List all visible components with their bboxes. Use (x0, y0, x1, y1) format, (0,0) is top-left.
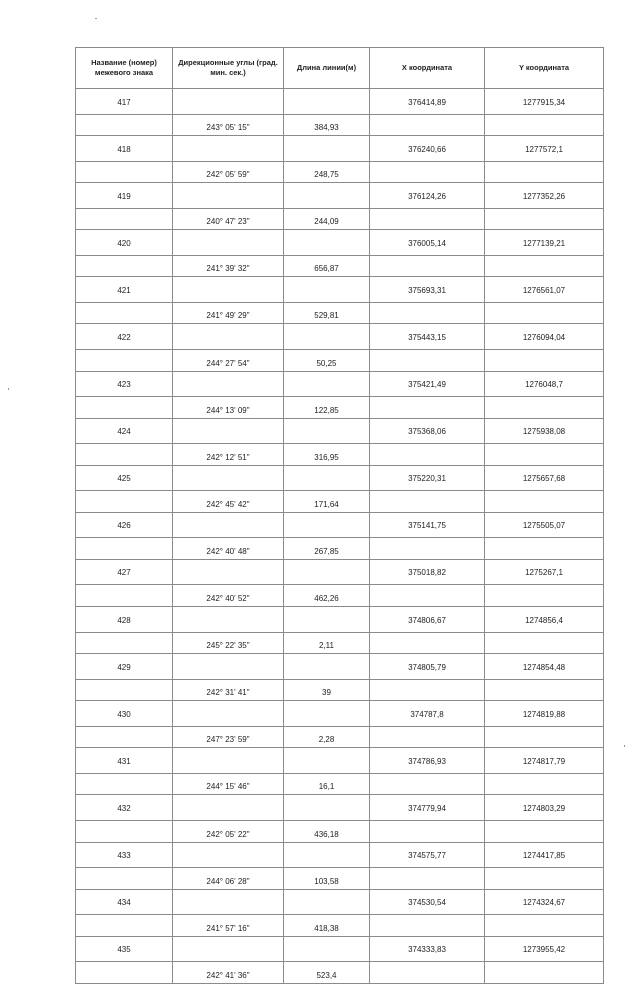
point-row (76, 324, 604, 350)
boundary-coordinates-table (75, 47, 604, 984)
scan-speck (624, 745, 625, 747)
point-name-cell: 421 (76, 277, 173, 303)
line-row (76, 820, 604, 842)
y-coordinate-cell: 1276561,07 (485, 277, 604, 303)
angle-cell (173, 842, 284, 868)
angle-cell: 242° 40' 52" (173, 585, 284, 607)
point-name-cell (76, 585, 173, 607)
line-row (76, 679, 604, 701)
x-coordinate-cell (370, 585, 485, 607)
y-coordinate-cell: 1274324,67 (485, 889, 604, 915)
length-cell (284, 654, 370, 680)
y-coordinate-cell: 1275267,1 (485, 559, 604, 585)
header-x-coordinate: X координата (370, 48, 485, 89)
length-cell (284, 230, 370, 256)
angle-cell (173, 936, 284, 962)
point-name-cell (76, 773, 173, 795)
y-coordinate-cell (485, 679, 604, 701)
y-coordinate-cell (485, 868, 604, 890)
x-coordinate-cell (370, 350, 485, 372)
x-coordinate-cell (370, 868, 485, 890)
y-coordinate-cell: 1277352,26 (485, 183, 604, 209)
angle-cell: 244° 27' 54" (173, 350, 284, 372)
point-name-cell (76, 491, 173, 513)
x-coordinate-cell: 376005,14 (370, 230, 485, 256)
x-coordinate-cell (370, 679, 485, 701)
angle-cell (173, 559, 284, 585)
length-cell: 316,95 (284, 444, 370, 466)
angle-cell: 240° 47' 23" (173, 208, 284, 230)
line-row (76, 726, 604, 748)
y-coordinate-cell: 1274856,4 (485, 607, 604, 633)
x-coordinate-cell: 374333,83 (370, 936, 485, 962)
point-name-cell: 418 (76, 136, 173, 162)
angle-cell (173, 277, 284, 303)
line-row (76, 208, 604, 230)
point-name-cell: 427 (76, 559, 173, 585)
point-name-cell (76, 302, 173, 324)
angle-cell: 242° 40' 48" (173, 538, 284, 560)
line-row (76, 302, 604, 324)
angle-cell (173, 324, 284, 350)
x-coordinate-cell: 374805,79 (370, 654, 485, 680)
point-name-cell (76, 444, 173, 466)
line-row (76, 585, 604, 607)
line-row (76, 350, 604, 372)
length-cell: 103,58 (284, 868, 370, 890)
y-coordinate-cell (485, 538, 604, 560)
angle-cell: 242° 41' 36" (173, 962, 284, 984)
y-coordinate-cell: 1277572,1 (485, 136, 604, 162)
length-cell (284, 418, 370, 444)
length-cell (284, 795, 370, 821)
x-coordinate-cell: 376124,26 (370, 183, 485, 209)
angle-cell (173, 654, 284, 680)
point-name-cell (76, 208, 173, 230)
length-cell (284, 607, 370, 633)
y-coordinate-cell (485, 726, 604, 748)
length-cell (284, 889, 370, 915)
point-name-cell (76, 255, 173, 277)
angle-cell: 242° 12' 51" (173, 444, 284, 466)
point-row (76, 889, 604, 915)
angle-cell: 244° 15' 46" (173, 773, 284, 795)
header-direction-angle: Дирекционные углы (град. мин. сек.) (173, 48, 284, 89)
x-coordinate-cell: 375141,75 (370, 512, 485, 538)
line-row (76, 538, 604, 560)
point-row (76, 748, 604, 774)
y-coordinate-cell (485, 397, 604, 419)
point-name-cell (76, 397, 173, 419)
length-cell: 248,75 (284, 161, 370, 183)
point-name-cell (76, 161, 173, 183)
length-cell: 50,25 (284, 350, 370, 372)
y-coordinate-cell (485, 208, 604, 230)
point-name-cell: 424 (76, 418, 173, 444)
angle-cell: 241° 57' 16" (173, 915, 284, 937)
point-name-cell: 428 (76, 607, 173, 633)
y-coordinate-cell (485, 114, 604, 136)
y-coordinate-cell: 1275505,07 (485, 512, 604, 538)
angle-cell (173, 607, 284, 633)
angle-cell (173, 889, 284, 915)
header-point-name: Название (номер) межевого знака (76, 48, 173, 89)
angle-cell: 243° 05' 15" (173, 114, 284, 136)
length-cell (284, 183, 370, 209)
x-coordinate-cell: 374787,8 (370, 701, 485, 727)
x-coordinate-cell (370, 444, 485, 466)
y-coordinate-cell (485, 820, 604, 842)
x-coordinate-cell: 374530,54 (370, 889, 485, 915)
point-row (76, 701, 604, 727)
point-row (76, 418, 604, 444)
y-coordinate-cell: 1273955,42 (485, 936, 604, 962)
angle-cell (173, 701, 284, 727)
length-cell (284, 559, 370, 585)
length-cell: 122,85 (284, 397, 370, 419)
length-cell: 2,28 (284, 726, 370, 748)
length-cell: 523,4 (284, 962, 370, 984)
angle-cell (173, 371, 284, 397)
x-coordinate-cell: 375018,82 (370, 559, 485, 585)
x-coordinate-cell (370, 208, 485, 230)
x-coordinate-cell (370, 632, 485, 654)
length-cell (284, 136, 370, 162)
x-coordinate-cell (370, 538, 485, 560)
y-coordinate-cell (485, 632, 604, 654)
point-row (76, 795, 604, 821)
y-coordinate-cell (485, 585, 604, 607)
y-coordinate-cell: 1276048,7 (485, 371, 604, 397)
point-name-cell (76, 632, 173, 654)
x-coordinate-cell: 375368,06 (370, 418, 485, 444)
x-coordinate-cell: 375220,31 (370, 465, 485, 491)
point-row (76, 654, 604, 680)
y-coordinate-cell (485, 444, 604, 466)
scan-speck (8, 388, 9, 390)
angle-cell: 244° 13' 09" (173, 397, 284, 419)
length-cell: 656,87 (284, 255, 370, 277)
point-name-cell (76, 726, 173, 748)
x-coordinate-cell (370, 397, 485, 419)
y-coordinate-cell: 1274417,85 (485, 842, 604, 868)
length-cell (284, 701, 370, 727)
angle-cell: 241° 49' 29" (173, 302, 284, 324)
x-coordinate-cell: 375421,49 (370, 371, 485, 397)
angle-cell (173, 136, 284, 162)
y-coordinate-cell: 1274803,29 (485, 795, 604, 821)
angle-cell (173, 89, 284, 115)
y-coordinate-cell: 1277915,34 (485, 89, 604, 115)
point-name-cell (76, 679, 173, 701)
line-row (76, 632, 604, 654)
point-name-cell: 435 (76, 936, 173, 962)
point-row (76, 136, 604, 162)
x-coordinate-cell (370, 726, 485, 748)
y-coordinate-cell (485, 255, 604, 277)
angle-cell: 242° 45' 42" (173, 491, 284, 513)
x-coordinate-cell (370, 773, 485, 795)
point-name-cell: 426 (76, 512, 173, 538)
point-row (76, 230, 604, 256)
point-row (76, 371, 604, 397)
length-cell: 267,85 (284, 538, 370, 560)
table-header-row (76, 48, 604, 89)
length-cell: 2,11 (284, 632, 370, 654)
point-name-cell: 423 (76, 371, 173, 397)
angle-cell: 242° 05' 22" (173, 820, 284, 842)
length-cell (284, 936, 370, 962)
length-cell: 462,26 (284, 585, 370, 607)
point-name-cell: 422 (76, 324, 173, 350)
point-name-cell: 433 (76, 842, 173, 868)
x-coordinate-cell (370, 255, 485, 277)
angle-cell: 242° 05' 59" (173, 161, 284, 183)
point-name-cell (76, 114, 173, 136)
x-coordinate-cell (370, 302, 485, 324)
point-name-cell (76, 962, 173, 984)
x-coordinate-cell: 374575,77 (370, 842, 485, 868)
y-coordinate-cell: 1277139,21 (485, 230, 604, 256)
x-coordinate-cell: 374779,94 (370, 795, 485, 821)
point-name-cell: 425 (76, 465, 173, 491)
point-row (76, 89, 604, 115)
x-coordinate-cell: 374806,67 (370, 607, 485, 633)
point-name-cell: 431 (76, 748, 173, 774)
x-coordinate-cell (370, 161, 485, 183)
y-coordinate-cell (485, 161, 604, 183)
point-row (76, 183, 604, 209)
y-coordinate-cell: 1274819,88 (485, 701, 604, 727)
length-cell (284, 748, 370, 774)
header-y-coordinate: Y координата (485, 48, 604, 89)
x-coordinate-cell (370, 114, 485, 136)
y-coordinate-cell (485, 915, 604, 937)
length-cell: 16,1 (284, 773, 370, 795)
point-name-cell: 429 (76, 654, 173, 680)
x-coordinate-cell (370, 491, 485, 513)
point-row (76, 512, 604, 538)
length-cell (284, 89, 370, 115)
x-coordinate-cell: 375693,31 (370, 277, 485, 303)
angle-cell: 244° 06' 28" (173, 868, 284, 890)
point-name-cell (76, 350, 173, 372)
angle-cell (173, 795, 284, 821)
line-row (76, 114, 604, 136)
y-coordinate-cell (485, 350, 604, 372)
y-coordinate-cell (485, 302, 604, 324)
point-name-cell: 432 (76, 795, 173, 821)
angle-cell (173, 465, 284, 491)
point-name-cell: 419 (76, 183, 173, 209)
x-coordinate-cell (370, 915, 485, 937)
length-cell (284, 842, 370, 868)
line-row (76, 397, 604, 419)
angle-cell: 245° 22' 35" (173, 632, 284, 654)
x-coordinate-cell: 375443,15 (370, 324, 485, 350)
point-name-cell (76, 538, 173, 560)
point-row (76, 607, 604, 633)
length-cell: 39 (284, 679, 370, 701)
point-name-cell (76, 820, 173, 842)
x-coordinate-cell (370, 820, 485, 842)
line-row (76, 962, 604, 984)
y-coordinate-cell (485, 962, 604, 984)
y-coordinate-cell: 1276094,04 (485, 324, 604, 350)
point-row (76, 559, 604, 585)
length-cell (284, 371, 370, 397)
point-name-cell: 430 (76, 701, 173, 727)
angle-cell: 242° 31' 41" (173, 679, 284, 701)
angle-cell: 241° 39' 32" (173, 255, 284, 277)
y-coordinate-cell: 1275657,68 (485, 465, 604, 491)
angle-cell: 247° 23' 59" (173, 726, 284, 748)
line-row (76, 868, 604, 890)
point-name-cell (76, 868, 173, 890)
table-body (76, 89, 604, 984)
line-row (76, 161, 604, 183)
length-cell (284, 277, 370, 303)
y-coordinate-cell: 1274817,79 (485, 748, 604, 774)
angle-cell (173, 230, 284, 256)
point-row (76, 842, 604, 868)
y-coordinate-cell (485, 491, 604, 513)
length-cell: 529,81 (284, 302, 370, 324)
x-coordinate-cell: 376414,89 (370, 89, 485, 115)
y-coordinate-cell (485, 773, 604, 795)
x-coordinate-cell (370, 962, 485, 984)
angle-cell (173, 748, 284, 774)
length-cell (284, 465, 370, 491)
point-row (76, 277, 604, 303)
angle-cell (173, 183, 284, 209)
line-row (76, 915, 604, 937)
length-cell: 384,93 (284, 114, 370, 136)
y-coordinate-cell: 1275938,08 (485, 418, 604, 444)
line-row (76, 444, 604, 466)
angle-cell (173, 418, 284, 444)
point-name-cell: 434 (76, 889, 173, 915)
length-cell: 436,18 (284, 820, 370, 842)
point-name-cell: 417 (76, 89, 173, 115)
point-row (76, 936, 604, 962)
x-coordinate-cell: 376240,66 (370, 136, 485, 162)
angle-cell (173, 512, 284, 538)
scan-speck (95, 18, 97, 19)
point-name-cell: 420 (76, 230, 173, 256)
point-row (76, 465, 604, 491)
length-cell (284, 324, 370, 350)
length-cell: 171,64 (284, 491, 370, 513)
header-line-length: Длина линии(м) (284, 48, 370, 89)
length-cell (284, 512, 370, 538)
length-cell: 244,09 (284, 208, 370, 230)
point-name-cell (76, 915, 173, 937)
line-row (76, 491, 604, 513)
line-row (76, 255, 604, 277)
line-row (76, 773, 604, 795)
length-cell: 418,38 (284, 915, 370, 937)
y-coordinate-cell: 1274854,48 (485, 654, 604, 680)
x-coordinate-cell: 374786,93 (370, 748, 485, 774)
